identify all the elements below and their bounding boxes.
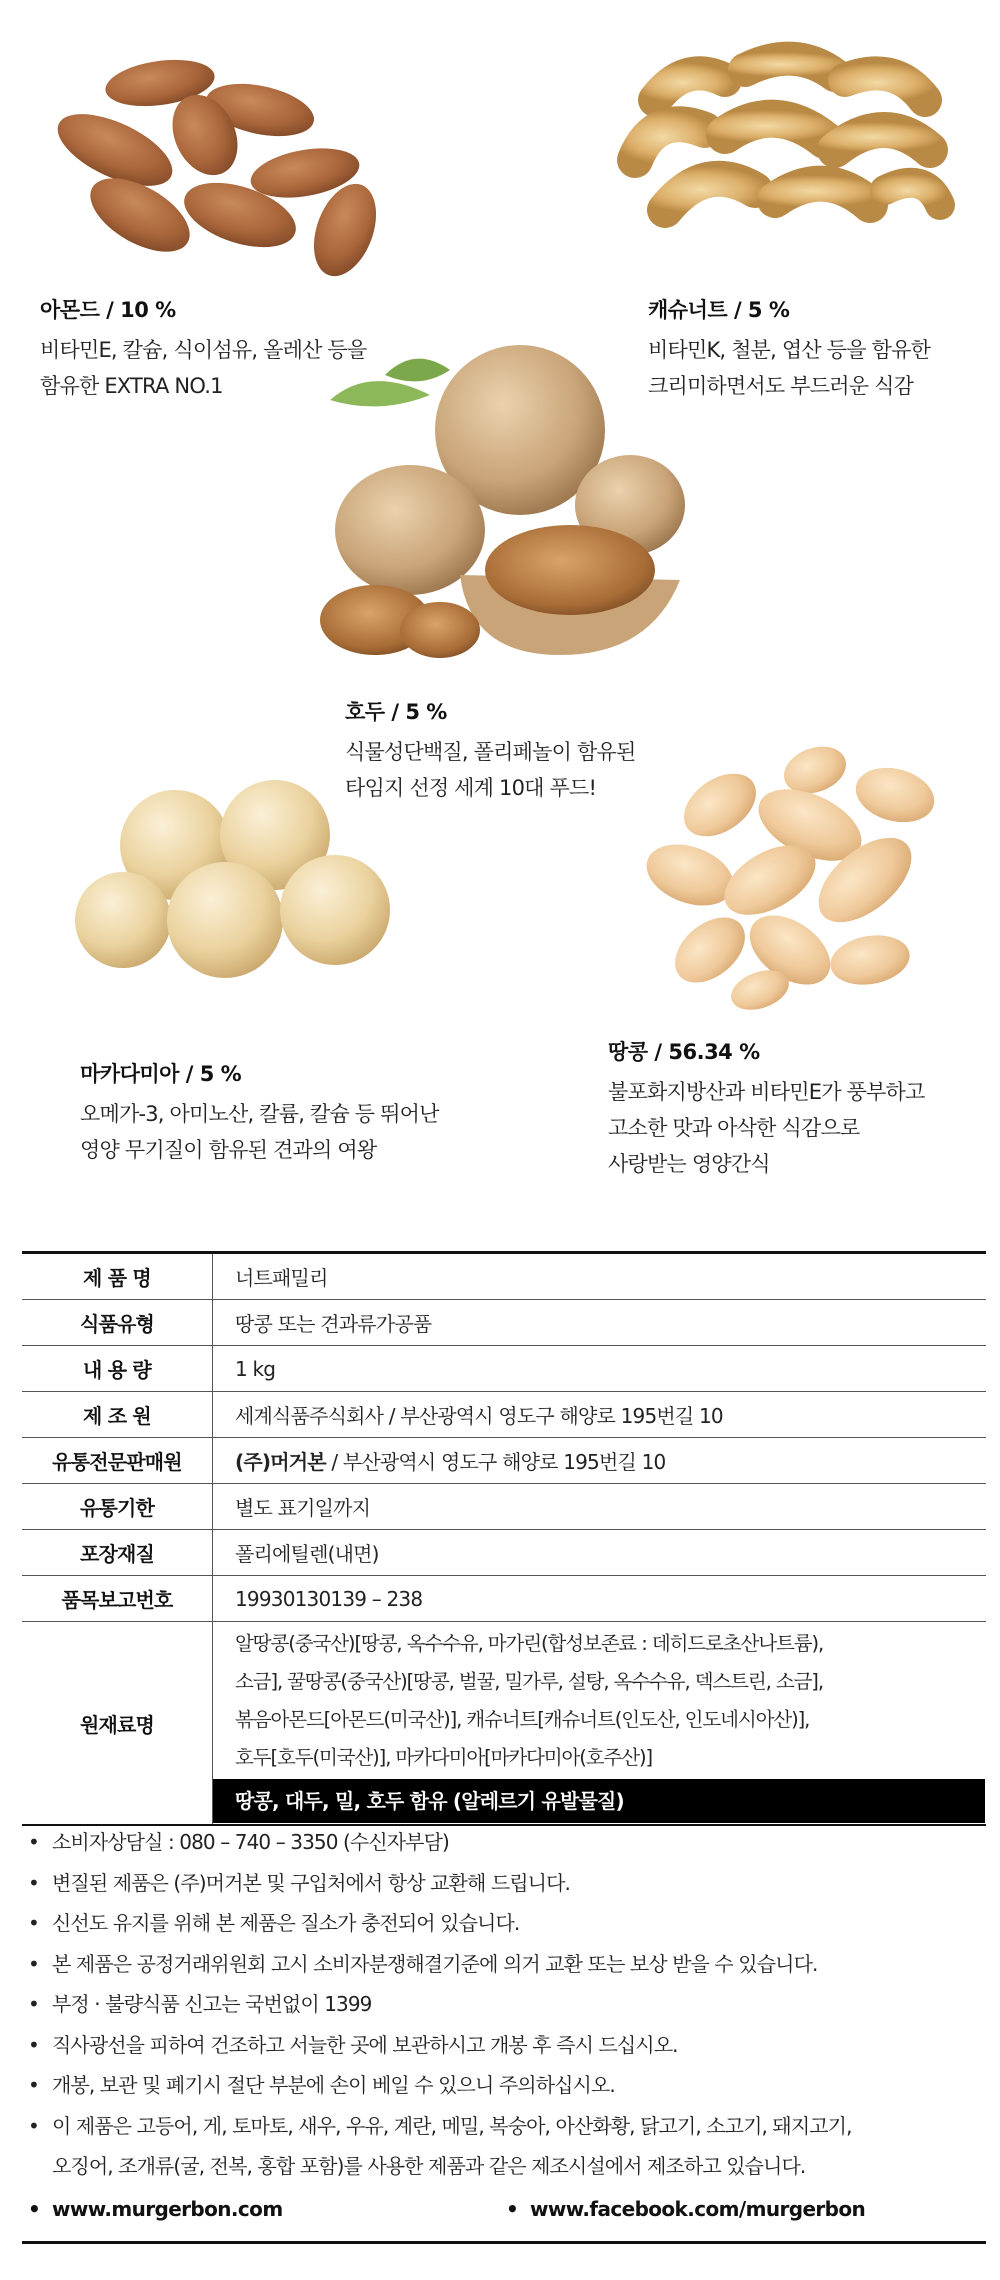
row-value [213,1438,987,1484]
row-label: 품목보고번호 [22,1576,213,1622]
table-row [22,1576,986,1622]
table-row [22,1438,986,1484]
row-value: 너트패밀리 [213,1253,987,1300]
notice-list [22,1822,986,2187]
notice-item: • 소비자상담실 : 080 – 740 – 3350 (수신자부담) [22,1822,986,1863]
macadamia-title: 마카다미아 / 5 % [80,1062,242,1086]
table-row [22,1392,986,1438]
ingredients-cell [213,1622,987,1826]
links-row [22,2197,986,2231]
peanut-desc-line: 불포화지방산과 비타민E가 풍부하고 [608,1080,925,1104]
row-value: 폴리에틸렌(내면) [213,1530,987,1576]
table-row-ingredients [22,1622,986,1826]
walnut-caption [345,696,635,806]
row-value: 땅콩 또는 견과류가공품 [213,1300,987,1346]
peanut-caption [608,1036,925,1182]
ingredient-line: 호두[호두(미국산)], 마카다미아[마카다미아(호주산)] [235,1746,652,1769]
product-info-table [22,1251,986,1826]
peanut-title: 땅콩 / 56.34 % [608,1040,760,1064]
notice-item: • 신선도 유지를 위해 본 제품은 질소가 충전되어 있습니다. [22,1903,986,1944]
row-label: 제 조 원 [22,1392,213,1438]
almond-title: 아몬드 / 10 % [40,298,176,322]
walnut-image [320,345,690,675]
almond-image [55,55,395,285]
cashew-image [595,40,965,250]
peanut-desc-line: 고소한 맛과 아삭한 식감으로 [608,1116,860,1140]
row-value: 별도 표기일까지 [213,1484,987,1530]
ingredient-line: 알땅콩(중국산)[땅콩, 옥수수유, 마가린(합성보존료 : 데히드로초산나트륨), [235,1632,824,1655]
table-row [22,1300,986,1346]
row-label: 유통전문판매원 [22,1438,213,1484]
table-row [22,1253,986,1300]
peanut-desc-line: 사랑받는 영양간식 [608,1152,770,1176]
bottom-divider [22,2241,986,2244]
almond-desc-line: 함유한 EXTRA NO.1 [40,374,223,398]
macadamia-desc-line: 영양 무기질이 함유된 견과의 여왕 [80,1138,377,1162]
cashew-title: 캐슈너트 / 5 % [648,298,790,322]
ingredient-line: 소금], 꿀땅콩(중국산)[땅콩, 벌꿀, 밀가루, 설탕, 옥수수유, 덱스트린, 소금], [235,1670,823,1693]
distributor-name: (주)머거본 [235,1450,326,1474]
row-label: 유통기한 [22,1484,213,1530]
row-label: 원재료명 [22,1622,213,1826]
almond-caption [40,294,366,404]
macadamia-desc-line: 오메가-3, 아미노산, 칼륨, 칼슘 등 뛰어난 [80,1102,439,1126]
table-row [22,1346,986,1392]
macadamia-caption [80,1058,439,1168]
row-value: 세계식품주식회사 / 부산광역시 영도구 해양로 195번길 10 [213,1392,987,1438]
notice-item: • 부정 · 불량식품 신고는 국번없이 1399 [22,1984,986,2025]
walnut-desc-line: 식물성단백질, 폴리페놀이 함유된 [345,740,636,764]
almond-desc-line: 비타민E, 칼슘, 식이섬유, 올레산 등을 [40,338,367,362]
website-link[interactable]: • www.murgerbon.com [22,2197,283,2221]
notice-item: • 직사광선을 피하여 건조하고 서늘한 곳에 보관하시고 개봉 후 즉시 드십시오. [22,2025,986,2066]
peanut-image [640,740,940,1010]
notice-item-continued: 오징어, 조개류(굴, 전복, 홍합 포함)를 사용한 제품과 같은 제조시설에서 제조하고 있습니다. [52,2154,806,2178]
row-label: 제 품 명 [22,1253,213,1300]
allergy-warning: 땅콩, 대두, 밀, 호두 함유 (알레르기 유발물질) [213,1779,985,1823]
notice-item: • 본 제품은 공정거래위원회 고시 소비자분쟁해결기준에 의거 교환 또는 보상 받을 수 있습니다. [22,1944,986,1985]
row-label: 포장재질 [22,1530,213,1576]
ingredient-line: 볶음아몬드[아몬드(미국산)], 캐슈너트[캐슈너트(인도산, 인도네시아산)], [235,1708,810,1731]
walnut-title: 호두 / 5 % [345,700,447,724]
cashew-desc-line: 비타민K, 철분, 엽산 등을 함유한 [648,338,931,362]
notice-item: • 개봉, 보관 및 폐기시 절단 부분에 손이 베일 수 있으니 주의하십시오. [22,2065,986,2106]
distributor-address: / 부산광역시 영도구 해양로 195번길 10 [325,1450,666,1474]
cashew-desc-line: 크리미하면서도 부드러운 식감 [648,374,914,398]
notice-item: • 이 제품은 고등어, 게, 토마토, 새우, 우유, 계란, 메밀, 복숭아, 아산화황, 닭고기, 소고기, 돼지고기, [22,2106,986,2147]
notice-item: • 변질된 제품은 (주)머거본 및 구입처에서 항상 교환해 드립니다. [22,1863,986,1904]
row-value: 1 kg [213,1346,987,1392]
table-row [22,1484,986,1530]
walnut-desc-line: 타임지 선정 세계 10대 푸드! [345,776,597,800]
row-label: 내 용 량 [22,1346,213,1392]
facebook-link[interactable]: • www.facebook.com/murgerbon [500,2197,865,2221]
row-value: 19930130139 – 238 [213,1576,987,1622]
macadamia-image [75,780,395,985]
cashew-caption [648,294,930,404]
row-label: 식품유형 [22,1300,213,1346]
table-row [22,1530,986,1576]
